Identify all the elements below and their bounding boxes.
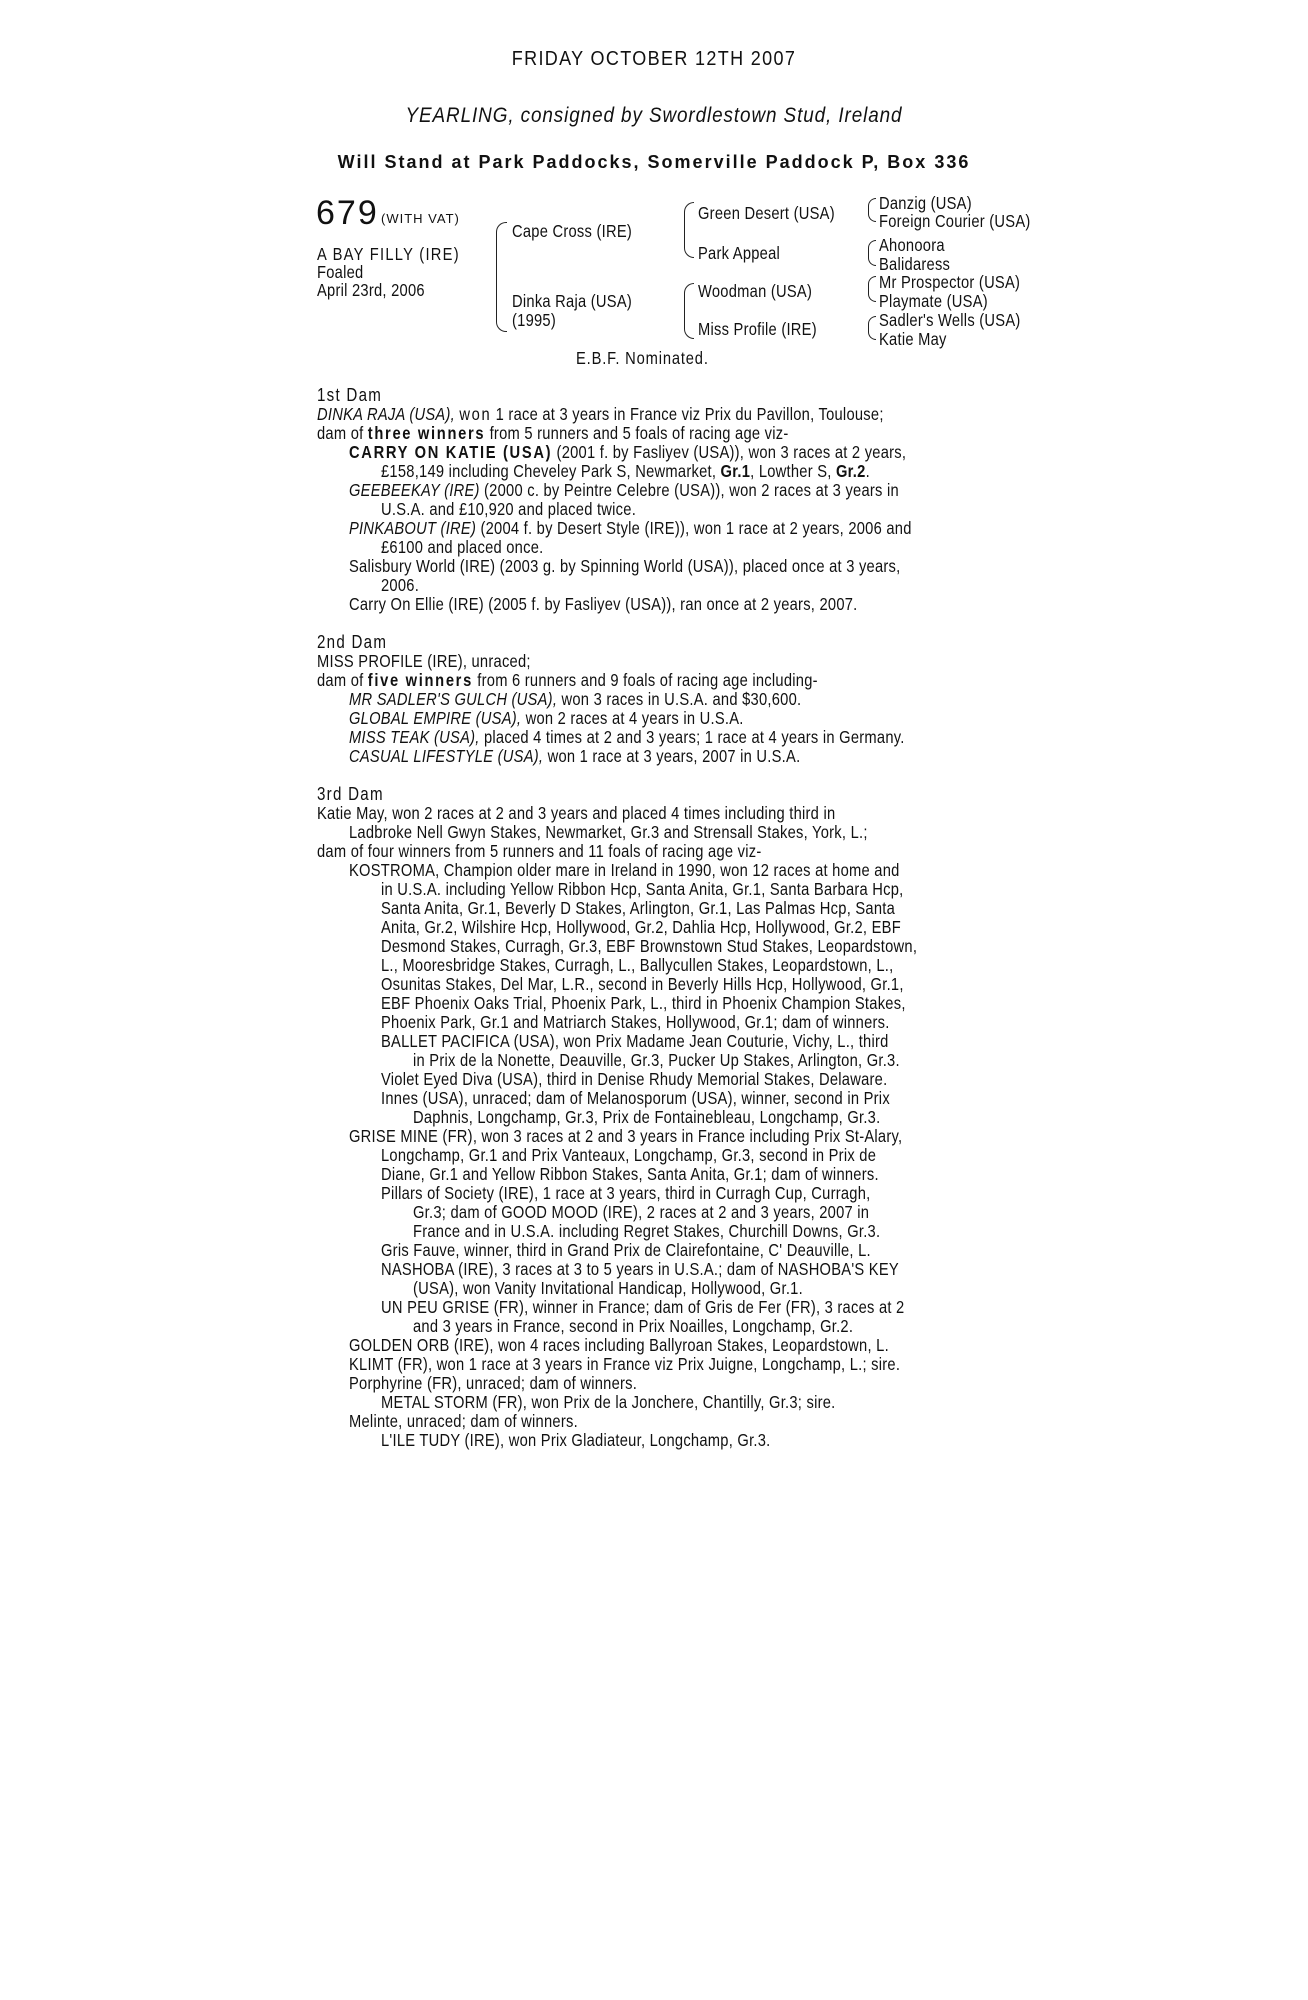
consignment-line: YEARLING, consigned by Swordlestown Stud, Ireland xyxy=(405,104,903,127)
location-line: Will Stand at Park Paddocks, Somerville Paddock P, Box 336 xyxy=(337,152,971,172)
pedigree-sdd: Balidaress xyxy=(879,254,951,274)
winners-count: five winners xyxy=(367,670,473,690)
progeny-4-line-2: 2006. xyxy=(381,575,420,595)
progeny-detail: (2004 f. by Desert Style (IRE)), won 1 race at 2 years, 2006 and xyxy=(480,518,912,538)
first-dam-heading: 1st Dam xyxy=(317,385,383,405)
third-dam-line: L'ILE TUDY (IRE), won Prix Gladiateur, Longchamp, Gr.3. xyxy=(381,1430,771,1450)
third-dam-line: France and in U.S.A. including Regret Stakes, Churchill Downs, Gr.3. xyxy=(413,1221,881,1241)
progeny-2 xyxy=(349,481,899,500)
pedigree-dam-year: (1995) xyxy=(512,310,557,330)
second-dam-heading: 2nd Dam xyxy=(317,632,388,652)
third-dam-line: Santa Anita, Gr.1, Beverly D Stakes, Arlington, Gr.1, Las Palmas Hcp, Santa xyxy=(381,898,896,918)
third-dam-heading: 3rd Dam xyxy=(317,784,384,804)
third-dam-line: Melinte, unraced; dam of winners. xyxy=(349,1411,578,1431)
third-dam-line: Porphyrine (FR), unraced; dam of winners. xyxy=(349,1373,638,1393)
runner-name: MR SADLER'S GULCH (USA), xyxy=(349,689,558,709)
third-dam-line: Anita, Gr.2, Wilshire Hcp, Hollywood, Gr.2, Dahlia Hcp, Hollywood, Gr.2, EBF xyxy=(381,917,901,937)
lot-number: 679 xyxy=(316,194,379,232)
runner-name: CASUAL LIFESTYLE (USA), xyxy=(349,746,544,766)
third-dam-line: Violet Eyed Diva (USA), third in Denise Rhudy Memorial Stakes, Delaware. xyxy=(381,1069,888,1089)
pedigree-brace-dd xyxy=(868,316,876,340)
progeny-detail: (2001 f. by Fasliyev (USA)), won 3 races at 2 years, xyxy=(556,442,907,462)
third-dam-line: (USA), won Vanity Invitational Handicap, Hollywood, Gr.1. xyxy=(413,1278,803,1298)
second-dam-runner-2 xyxy=(349,709,744,728)
horse-description: A BAY FILLY (IRE) xyxy=(317,244,460,264)
sale-date: FRIDAY OCTOBER 12TH 2007 xyxy=(511,48,797,70)
pedigree-brace-ds xyxy=(868,276,876,302)
progeny-name: GEEBEEKAY (IRE) xyxy=(349,480,480,500)
third-dam-line: Innes (USA), unraced; dam of Melanosporum (USA), winner, second in Prix xyxy=(381,1088,890,1108)
runner-detail: placed 4 times at 2 and 3 years; 1 race at 4 years in Germany. xyxy=(483,727,905,747)
pedigree-sire-dam: Park Appeal xyxy=(698,243,781,263)
third-dam-line: Osunitas Stakes, Del Mar, L.R., second in Beverly Hills Hcp, Hollywood, Gr.1, xyxy=(381,974,904,994)
text: dam of xyxy=(317,423,364,443)
third-dam-line: Katie May, won 2 races at 2 and 3 years and placed 4 times including third in xyxy=(317,803,836,823)
third-dam-line: L., Mooresbridge Stakes, Curragh, L., Ballycullen Stakes, Leopardstown, L., xyxy=(381,955,894,975)
winners-count: three winners xyxy=(367,423,486,443)
ebf-note: E.B.F. Nominated. xyxy=(576,348,709,368)
text: from 5 runners and 5 foals of racing age viz- xyxy=(489,423,789,443)
pedigree-dsd: Playmate (USA) xyxy=(879,291,988,311)
progeny-3-line-2: £6100 and placed once. xyxy=(381,537,544,557)
second-dam-runner-4 xyxy=(349,747,800,766)
pedigree-brace-main xyxy=(496,222,507,332)
progeny-detail: (2000 c. by Peintre Celebre (USA)), won 2 races at 3 years in xyxy=(484,480,899,500)
third-dam-line: NASHOBA (IRE), 3 races at 3 to 5 years in U.S.A.; dam of NASHOBA'S KEY xyxy=(381,1259,899,1279)
third-dam-line: METAL STORM (FR), won Prix de la Jonchere, Chantilly, Gr.3; sire. xyxy=(381,1392,836,1412)
pedigree-ssd: Foreign Courier (USA) xyxy=(879,211,1031,231)
second-dam-line-2 xyxy=(317,671,818,690)
text: . xyxy=(865,461,870,481)
third-dam-line: UN PEU GRISE (FR), winner in France; dam of Gris de Fer (FR), 3 races at 2 xyxy=(381,1297,905,1317)
runner-detail: won 2 races at 4 years in U.S.A. xyxy=(525,708,744,728)
third-dam-line: KOSTROMA, Champion older mare in Ireland in 1990, won 12 races at home and xyxy=(349,860,900,880)
foaled-label: Foaled xyxy=(317,262,364,282)
pedigree-brace-sire xyxy=(684,202,694,258)
third-dam-line: Gris Fauve, winner, third in Grand Prix de Clairefontaine, C' Deauville, L. xyxy=(381,1240,871,1260)
third-dam-line: Diane, Gr.1 and Yellow Ribbon Stakes, Santa Anita, Gr.1; dam of winners. xyxy=(381,1164,879,1184)
runner-name: GLOBAL EMPIRE (USA), xyxy=(349,708,522,728)
pedigree-dss: Mr Prospector (USA) xyxy=(879,272,1021,292)
progeny-1 xyxy=(349,443,906,462)
runner-name: MISS TEAK (USA), xyxy=(349,727,480,747)
grade: Gr.2 xyxy=(835,461,866,481)
pedigree-sds: Ahonoora xyxy=(879,235,945,255)
vat-note: (WITH VAT) xyxy=(381,211,460,226)
third-dam-line: and 3 years in France, second in Prix Noailles, Longchamp, Gr.2. xyxy=(413,1316,854,1336)
second-dam-line-1: MISS PROFILE (IRE), unraced; xyxy=(317,651,531,671)
third-dam-line: Phoenix Park, Gr.1 and Matriarch Stakes, Hollywood, Gr.1; dam of winners. xyxy=(381,1012,890,1032)
third-dam-line: EBF Phoenix Oaks Trial, Phoenix Park, L., third in Phoenix Champion Stakes, xyxy=(381,993,906,1013)
third-dam-line: Ladbroke Nell Gwyn Stakes, Newmarket, Gr.3 and Strensall Stakes, York, L.; xyxy=(349,822,868,842)
text: dam of xyxy=(317,670,364,690)
progeny-4: Salisbury World (IRE) (2003 g. by Spinning World (USA)), placed once at 3 years, xyxy=(349,556,901,576)
grade: Gr.1 xyxy=(720,461,751,481)
pedigree-sss: Danzig (USA) xyxy=(879,193,972,213)
third-dam-line: Desmond Stakes, Curragh, Gr.3, EBF Brownstown Stud Stakes, Leopardstown, xyxy=(381,936,918,956)
third-dam-line: Gr.3; dam of GOOD MOOD (IRE), 2 races at 2 and 3 years, 2007 in xyxy=(413,1202,870,1222)
second-dam-runner-1 xyxy=(349,690,801,709)
first-dam-line-2 xyxy=(317,424,789,443)
progeny-2-line-2: U.S.A. and £10,920 and placed twice. xyxy=(381,499,637,519)
pedigree-dds: Sadler's Wells (USA) xyxy=(879,310,1021,330)
won-spaced: won xyxy=(459,404,492,424)
pedigree-dam-sire: Woodman (USA) xyxy=(698,281,813,301)
third-dam-line: in Prix de la Nonette, Deauville, Gr.3, Pucker Up Stakes, Arlington, Gr.3. xyxy=(413,1050,900,1070)
third-dam-line: KLIMT (FR), won 1 race at 3 years in France viz Prix Juigne, Longchamp, L.; sire. xyxy=(349,1354,901,1374)
pedigree-dam: Dinka Raja (USA) xyxy=(512,291,633,311)
pedigree-brace-dam xyxy=(684,283,694,339)
third-dam-line: dam of four winners from 5 runners and 11 foals of racing age viz- xyxy=(317,841,762,861)
text: , Lowther S, xyxy=(750,461,832,481)
second-dam-runner-3 xyxy=(349,728,905,747)
third-dam-line: Longchamp, Gr.1 and Prix Vanteaux, Longchamp, Gr.3, second in Prix de xyxy=(381,1145,877,1165)
progeny-1-line-2 xyxy=(381,462,870,481)
progeny-5: Carry On Ellie (IRE) (2005 f. by Fasliyev (USA)), ran once at 2 years, 2007. xyxy=(349,594,858,614)
runner-detail: won 1 race at 3 years, 2007 in U.S.A. xyxy=(547,746,801,766)
third-dam-line: BALLET PACIFICA (USA), won Prix Madame Jean Couturie, Vichy, L., third xyxy=(381,1031,889,1051)
third-dam-line: in U.S.A. including Yellow Ribbon Hcp, Santa Anita, Gr.1, Santa Barbara Hcp, xyxy=(381,879,904,899)
runner-detail: won 3 races in U.S.A. and $30,600. xyxy=(561,689,802,709)
first-dam-line-1 xyxy=(317,405,884,424)
pedigree-dam-dam: Miss Profile (IRE) xyxy=(698,319,817,339)
race-detail: 1 race at 3 years in France viz Prix du Pavillon, Toulouse; xyxy=(495,404,884,424)
progeny-name: PINKABOUT (IRE) xyxy=(349,518,477,538)
pedigree-ddd: Katie May xyxy=(879,329,947,349)
pedigree-sire: Cape Cross (IRE) xyxy=(512,221,633,241)
dam-name: DINKA RAJA (USA), xyxy=(317,404,455,424)
pedigree-sire-sire: Green Desert (USA) xyxy=(698,203,835,223)
pedigree-brace-ss xyxy=(868,198,876,222)
foaled-date: April 23rd, 2006 xyxy=(317,280,425,300)
third-dam-line: Pillars of Society (IRE), 1 race at 3 years, third in Curragh Cup, Curragh, xyxy=(381,1183,871,1203)
third-dam-line: GOLDEN ORB (IRE), won 4 races including Ballyroan Stakes, Leopardstown, L. xyxy=(349,1335,889,1355)
pedigree-brace-sd xyxy=(868,240,876,266)
text: from 6 runners and 9 foals of racing age including- xyxy=(477,670,818,690)
third-dam-line: Daphnis, Longchamp, Gr.3, Prix de Fontainebleau, Longchamp, Gr.3. xyxy=(413,1107,881,1127)
progeny-3 xyxy=(349,519,912,538)
progeny-name: CARRY ON KATIE (USA) xyxy=(349,442,553,462)
text: £158,149 including Cheveley Park S, Newmarket, xyxy=(381,461,717,481)
third-dam-line: GRISE MINE (FR), won 3 races at 2 and 3 years in France including Prix St-Alary, xyxy=(349,1126,903,1146)
